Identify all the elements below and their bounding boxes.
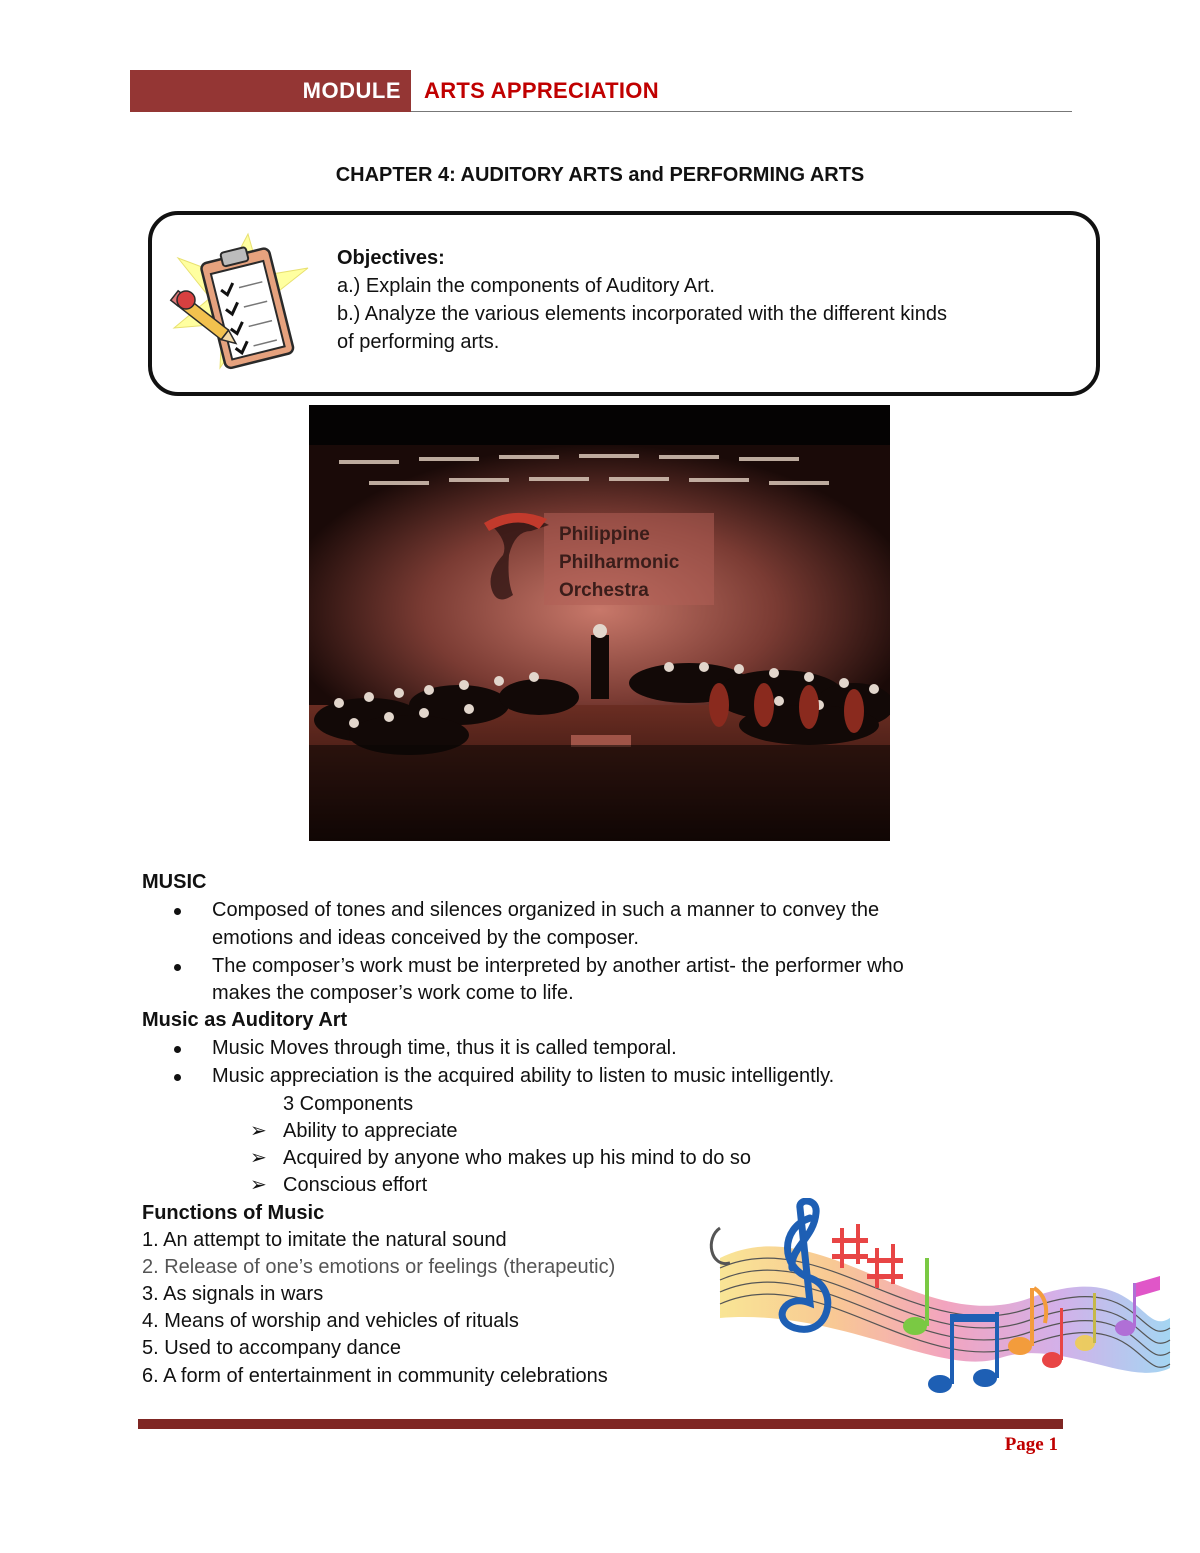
auditory-bullet: Music appreciation is the acquired ability to listen to music intelligently. xyxy=(212,1065,835,1087)
component-item: Acquired by anyone who makes up his mind to do so xyxy=(283,1147,752,1169)
function-item: 5. Used to accompany dance xyxy=(142,1337,402,1359)
sign-line: Philharmonic xyxy=(559,552,680,573)
component-item: Ability to appreciate xyxy=(283,1120,458,1142)
functions-heading: Functions of Music xyxy=(142,1202,325,1224)
function-item: 2. Release of one’s emotions or feelings (therapeutic) xyxy=(142,1256,616,1278)
music-notes-illustration xyxy=(700,1198,1180,1408)
bullet-dot xyxy=(174,1046,181,1053)
component-item: Conscious effort xyxy=(283,1174,428,1196)
bullet-dot xyxy=(174,1074,181,1081)
function-item: 1. An attempt to imitate the natural sound xyxy=(142,1229,507,1251)
sign-line: Philippine xyxy=(559,524,650,545)
function-item: 4. Means of worship and vehicles of rituals xyxy=(142,1310,519,1332)
bullet-dot xyxy=(174,908,181,915)
chapter-title: CHAPTER 4: AUDITORY ARTS and PERFORMING ARTS xyxy=(335,164,865,186)
function-item: 3. As signals in wars xyxy=(142,1283,324,1305)
arrow-bullet-icon: ➢ xyxy=(250,1120,267,1142)
page-number: Page 1 xyxy=(1004,1434,1058,1455)
music-heading: MUSIC xyxy=(142,871,207,893)
clipboard-checklist-icon xyxy=(160,228,310,383)
footer-rule xyxy=(138,1419,1063,1429)
arrow-bullet-icon: ➢ xyxy=(250,1147,267,1169)
orchestra-photo xyxy=(309,405,890,841)
objectives-text xyxy=(337,244,1077,356)
module-title: ARTS APPRECIATION xyxy=(424,78,659,103)
bullet-dot xyxy=(174,964,181,971)
module-label: MODULE xyxy=(302,78,401,103)
music-bullet: Composed of tones and silences organized in such a manner to convey the xyxy=(212,899,880,921)
function-item: 6. A form of entertainment in community celebrations xyxy=(142,1365,608,1387)
music-bullet-cont: emotions and ideas conceived by the composer. xyxy=(212,927,639,949)
objective-item: a.) Explain the components of Auditory Art. xyxy=(337,275,715,297)
arrow-bullet-icon: ➢ xyxy=(250,1174,267,1196)
module-label-box xyxy=(130,70,411,112)
auditory-bullet: Music Moves through time, thus it is called temporal. xyxy=(212,1037,677,1059)
objectives-label: Objectives: xyxy=(337,247,445,269)
objective-item: of performing arts. xyxy=(337,331,500,353)
components-label: 3 Components xyxy=(283,1093,414,1115)
objective-item: b.) Analyze the various elements incorporated with the different kinds xyxy=(337,303,947,325)
sign-line: Orchestra xyxy=(559,580,649,601)
music-bullet: The composer’s work must be interpreted by another artist- the performer who xyxy=(212,955,904,977)
header-rule xyxy=(411,111,1072,112)
auditory-heading: Music as Auditory Art xyxy=(142,1009,348,1031)
music-bullet-cont: makes the composer’s work come to life. xyxy=(212,982,574,1004)
